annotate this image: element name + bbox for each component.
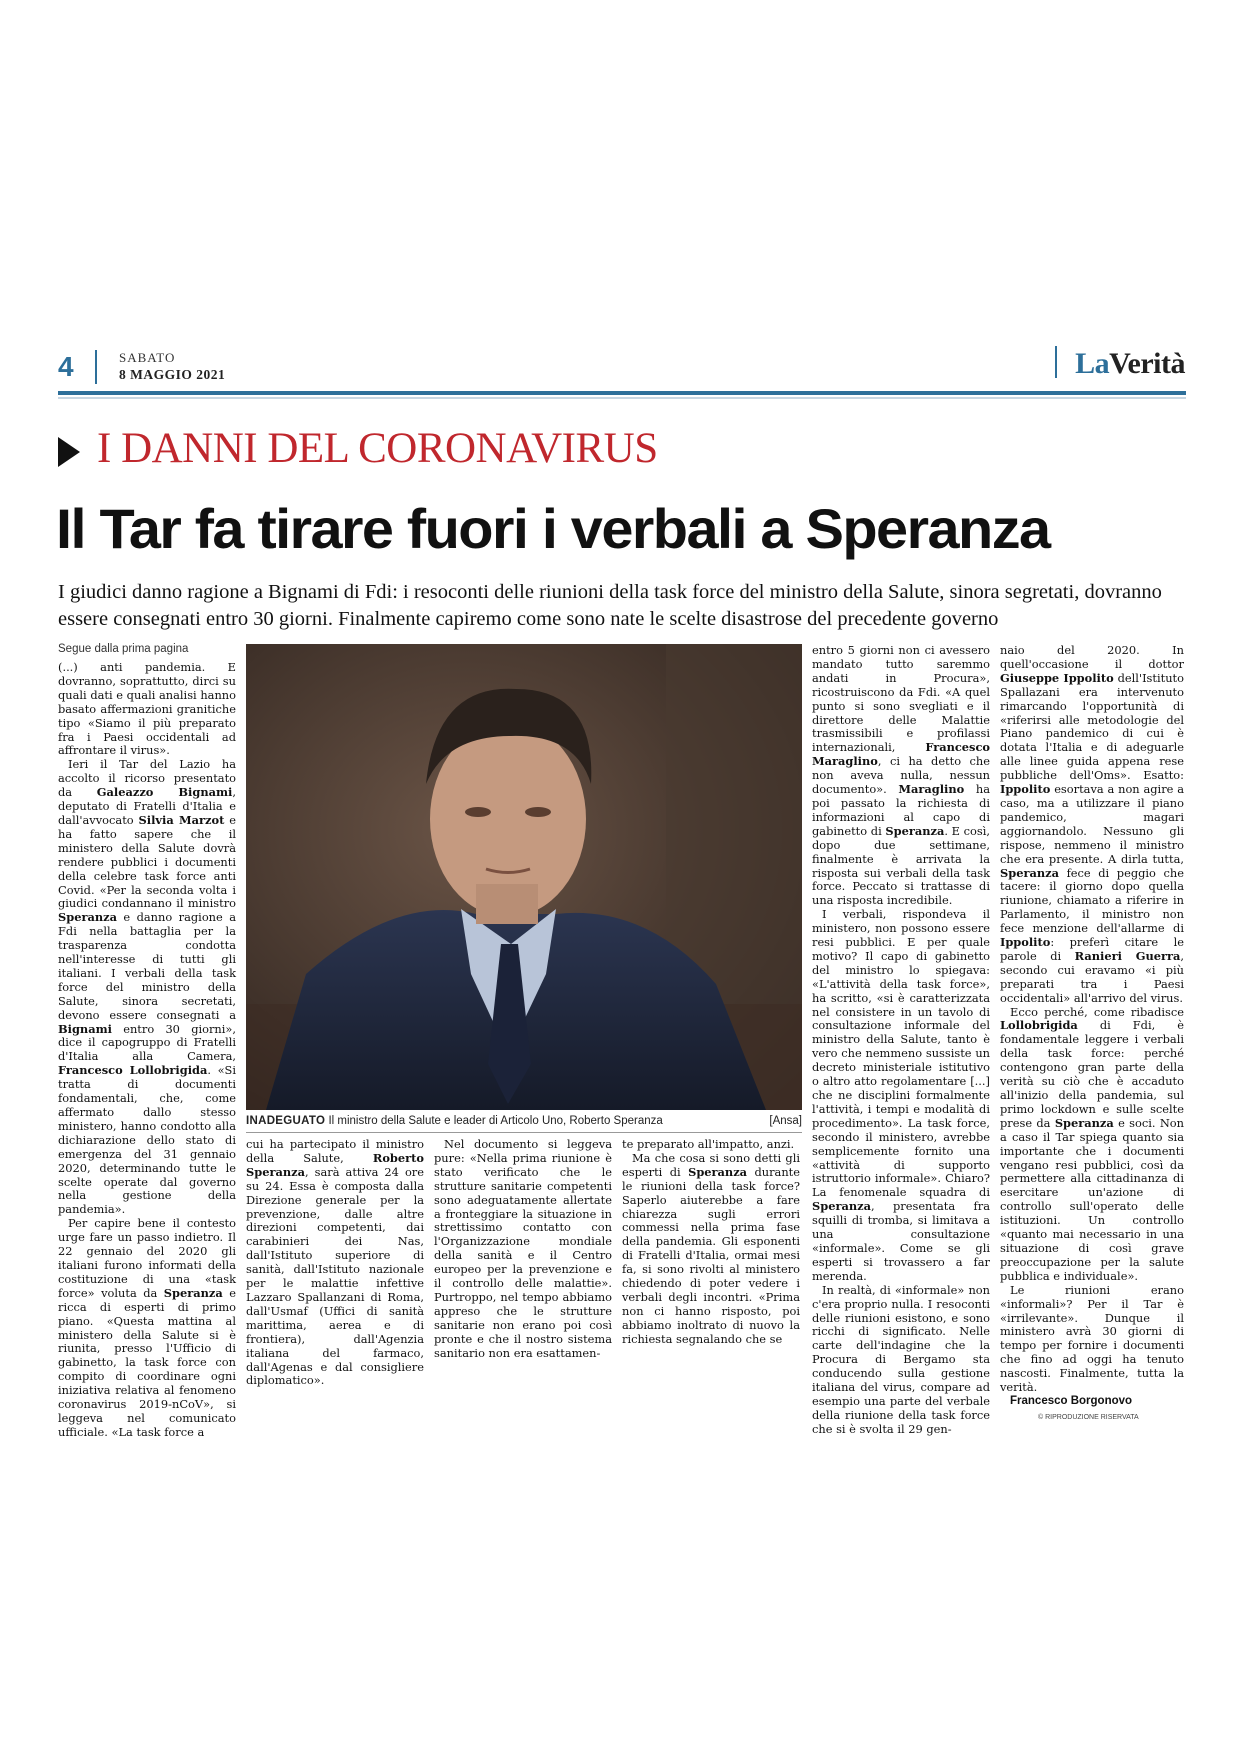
header-rule-light bbox=[58, 397, 1186, 399]
header-date: 8 MAGGIO 2021 bbox=[119, 367, 226, 382]
header-day: SABATO bbox=[119, 350, 176, 365]
masthead-logo: LaVerità bbox=[1075, 347, 1185, 380]
article-column-6: naio del 2020. In quell'occasione il dottor Giuseppe Ippolito dell'Istituto Spallazani era intervenuto rimarcando l'opportunità di «riferirsi alle metodologie del Piano pandemico di cui è dotata l'Italia e di adeguarle alle linee guida appena rese pubbliche dell'Oms». Esatto: Ippolito esortava a non agire a caso, ma a utilizzare il piano pandemico, magari aggiornandolo. Nessuno gli rispose, nemmeno il ministro che era presente. A dirla tutta, Speranza fece di peggio che tacere: il giorno dopo quella riunione, chiamato a riferire in Parlamento, il ministro non fece menzione dell'allarme di Ippolito: preferì citare le parole di Ranieri Guerra, secondo cui eravamo «i più preparati tra i Paesi occidentali» all'arrivo del virus. Ecco perché, come ribadisce Lollobrigida di Fdi, è fondamentale leggere i verbali della task force: perché contengono gran parte della verità su ciò che è accaduto all'inizio della pandemia, sul primo lockdown e sulle scelte prese da Speranza e soci. Non a caso il Tar spiega quanto sia importante che i documenti vengano resi pubblici, così da permettere alla cittadinanza di esercitare un'azione di controllo sull'operato delle istituzioni. Un controllo «quanto mai necessario in una situazione di così grave preoccupazione per la salute pubblica e individuale». Le riunioni erano «informali»? Per il Tar è «irrilevante». Dunque il ministero avrà 30 giorni di tempo per fornire i documenti che fino ad oggi ha tenuto nascosti. Finalmente, tutta la verità. bbox=[1000, 643, 1184, 1395]
article-column-2: cui ha partecipato il ministro della Salute, Roberto Speranza, sarà attiva 24 ore su 24. Essa è composta dalla Direzione generale per la prevenzione, dalle altre direzioni competenti, dai carabinieri dei Nas, dall'Istituto superiore di sanità, dall'Istituto nazionale per le malattie infettive Lazzaro Spallanzani di Roma, dall'Usmaf (Uffici di sanità marittima, aerea e di frontiera), dall'Agenzia italiana del farmaco, dall'Agenas e dal consigliere diplomatico». bbox=[246, 1137, 424, 1388]
copyright-note: © RIPRODUZIONE RISERVATA bbox=[1038, 1414, 1139, 1421]
continued-note: Segue dalla prima pagina bbox=[58, 643, 189, 655]
caption-text: Il ministro della Salute e leader di Articolo Uno, Roberto Speranza bbox=[328, 1115, 663, 1127]
masthead-divider bbox=[1055, 346, 1057, 378]
article-column-4: te preparato all'impatto, anzi. Ma che cosa si sono detti gli esperti di Speranza durante le riunioni della task force? Saperlo aiuterebbe a fare chiarezza sugli errori commessi nella prima fase della pandemia. Gli esponenti di Fratelli d'Italia, ormai mesi fa, si sono rivolti al ministero chiedendo di poter vedere i verbali degli incontri. «Prima non ci hanno risposto, poi abbiamo inoltrato di nuovo la richiesta segnalando che se bbox=[622, 1137, 800, 1346]
header-rule bbox=[58, 391, 1186, 395]
page-number: 4 bbox=[58, 351, 74, 382]
photo-caption bbox=[246, 1115, 802, 1127]
article-column-5: entro 5 giorni non ci avessero mandato tutto saremmo andati in Procura», ricostruiscono da Fdi. «A quel punto si sono svegliati e il direttore delle Malattie trasmissibili e profilassi internazionali, Francesco Maraglino, ci ha detto che non aveva nulla, nessun documento». Maraglino ha poi passato la richiesta di informazioni al capo di gabinetto di Speranza. E così, dopo due settimane, finalmente è arrivata la risposta sui verbali della task force. Peccato si trattasse di una risposta incredibile. I verbali, rispondeva il ministero, non possono essere resi pubblici. E per quale motivo? Il capo di gabinetto del ministro lo spiegava: «L'attività della task force», ha scritto, «si è caratterizzata nel consistere in un tavolo di consultazione informale del ministro della Salute, tanto è vero che nemmeno sussiste un decreto ministeriale istitutivo o altro atto regolamentare [...] che ne disciplini formalmente l'attività, i tempi e modalità di procedimento». La task force, secondo il ministero, avrebbe semplicemente fornito una «attività di supporto istruttorio informale». Chiaro? La fenomenale squadra di Speranza, presentata fra squilli di tromba, si limitava a una consultazione «informale». Come se gli esperti si trovassero a far merenda. In realtà, di «informale» non c'era proprio nulla. I resoconti delle riunioni esistono, e sono ricchi di significato. Nelle carte dell'indagine che la Procura di Bergamo sta conducendo sulla gestione italiana del virus, compare ad esempio una parte del verbale della riunione della task force che si è svolta il 29 gen- bbox=[812, 643, 991, 1436]
photo-credit: [Ansa] bbox=[769, 1115, 802, 1127]
caption-rule bbox=[246, 1132, 802, 1133]
header-divider bbox=[95, 350, 97, 384]
headline: Il Tar fa tirare fuori i verbali a Speranza bbox=[56, 497, 1050, 560]
section-arrow-icon bbox=[58, 437, 80, 467]
portrait-illustration bbox=[246, 644, 802, 1110]
caption-label: INADEGUATO bbox=[246, 1115, 326, 1127]
section-title: I DANNI DEL CORONAVIRUS bbox=[97, 425, 658, 472]
byline: Francesco Borgonovo bbox=[1010, 1395, 1133, 1407]
subhead: I giudici danno ragione a Bignami di Fdi: i resoconti delle riunioni della task force del ministro della Salute, sinora segretati, dovranno essere consegnati entro 30 giorni. Finalmente capiremo come sono nate le scelte disastrose del precedente governo bbox=[58, 581, 1162, 630]
article-column-3: Nel documento si leggeva pure: «Nella prima riunione è stato verificato che le strutture sanitarie competenti sono adeguatamente allertate a fronteggiare la situazione in strettissimo contatto con l'Organizzazione mondiale della sanità e il Centro europeo per la prevenzione e il controllo delle malattie». Purtroppo, nel tempo abbiamo appreso che le strutture sanitarie non erano poi così pronte e che il nostro sistema sanitario non era esattamen- bbox=[434, 1137, 612, 1360]
article-photo bbox=[246, 644, 802, 1110]
article-column-1: (...) anti pandemia. E dovranno, soprattutto, dirci su quali dati e quali analisi hanno basato affermazioni granitiche tipo «Siamo il più preparato fra i Paesi occidentali ad affrontare il virus». Ieri il Tar del Lazio ha accolto il ricorso presentato da Galeazzo Bignami, deputato di Fratelli d'Italia e dall'avvocato Silvia Marzot e ha fatto sapere che il ministero della Salute dovrà rendere pubblici i documenti della celebre task force anti Covid. «Per la seconda volta i giudici condannano il ministro Speranza e danno ragione a Fdi nella battaglia per la trasparenza condotta nell'interesse di tutti gli italiani. I verbali della task force del ministro della Salute, sinora secretati, devono essere consegnati a Bignami entro 30 giorni», dice il capogruppo di Fratelli d'Italia alla Camera, Francesco Lollobrigida. «Si tratta di documenti fondamentali, che, come affermato dallo stesso ministero, hanno condotto alla dichiarazione dello stato di emergenza del 31 gennaio 2020, determinando tutte le scelte operate dal governo nella gestione della pandemia». Per capire bene il contesto urge fare un passo indietro. Il 22 gennaio del 2020 gli italiani furono informati della costituzione di una «task force» voluta da Speranza e ricca di esperti di primo piano. «Questa mattina al ministero della Salute si è riunita, presso l'Ufficio di gabinetto, la task force con compito di coordinare ogni iniziativa relativa al fenomeno coronavirus 2019-nCoV», si leggeva nel comunicato ufficiale. «La task force a bbox=[58, 660, 236, 1439]
